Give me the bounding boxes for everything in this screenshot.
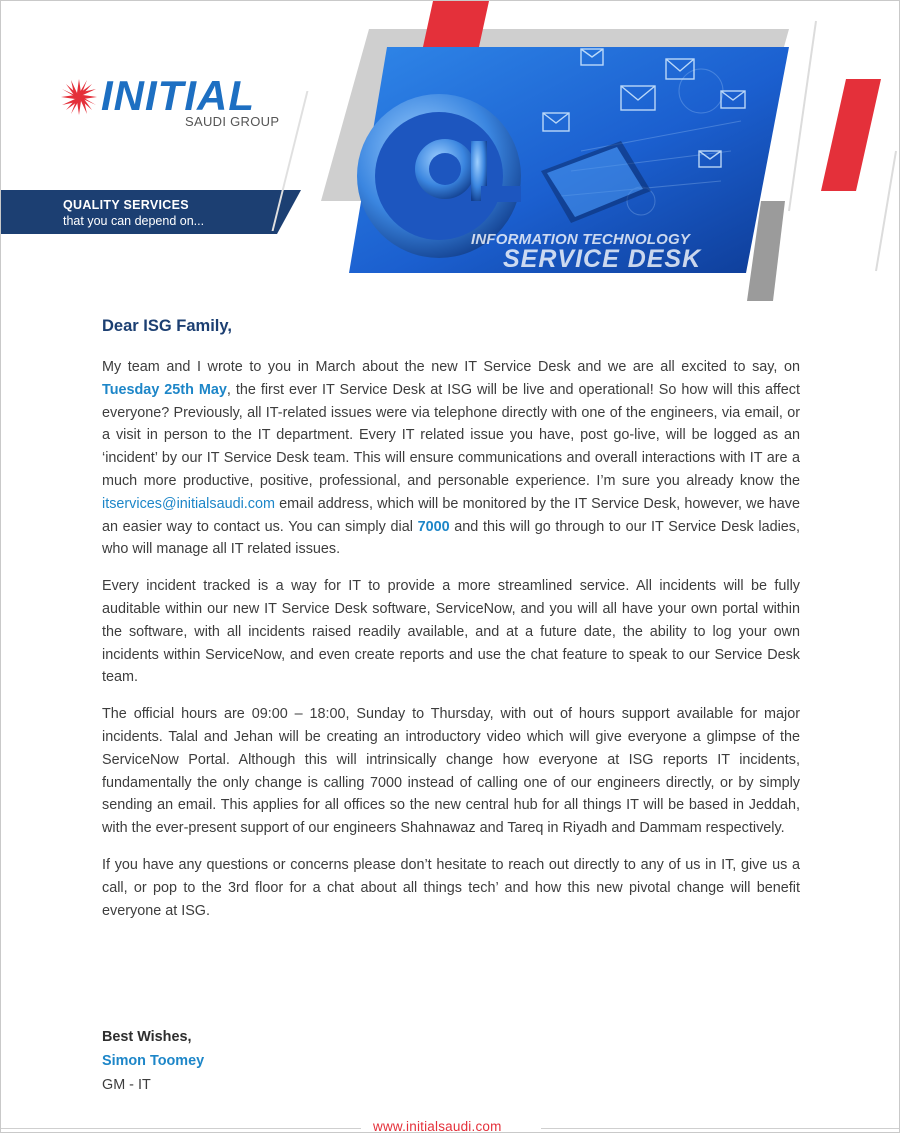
signer-role: GM - IT [102, 1077, 151, 1093]
decor-line-right [789, 21, 816, 211]
paragraph-2: Every incident tracked is a way for IT to provide a more streamlined service. All incidents will be fully auditable within our new IT Service Desk software, ServiceNow, and you will all have your own portal within the software, with all incidents raised readily available, and at a future date, the ability to log your own incidents within ServiceNow, and even create reports and use the chat feature to speak to our Service Desk team. [102, 578, 800, 686]
banner-title-line1: INFORMATION TECHNOLOGY [471, 231, 691, 248]
dial-number: 7000 [417, 518, 450, 535]
signer-name: Simon Toomey [102, 1053, 205, 1069]
letter-body [102, 317, 800, 936]
p1-text-c: email address, which will be monitored by the IT Service Desk, however, we have an easier way to contact us. You can simply dial [102, 495, 800, 535]
paragraph-1 [102, 356, 800, 561]
decor-line-far-right [876, 151, 896, 271]
p1-text-b: , the first ever IT Service Desk at ISG will be live and operational! So how will this affect everyone? Previously, all IT-related issues were via telephone directly with one of the engineers, via email, or a visit in person to the IT department. Every IT related issue you have, post go-live, will be logged as an ‘incident’ by our IT Service Desk team. This will ensure communications and overall interactions with IT are a much more productive, positive, professional, and personable experience. I’m sure you already know the [102, 381, 800, 489]
closing: Best Wishes, [102, 1029, 192, 1045]
footer-divider-right [541, 1128, 900, 1129]
banner-title-line2: SERVICE DESK [503, 245, 702, 273]
starburst-icon [61, 79, 97, 115]
p1-text-d: and this will go through to our IT Service Desk ladies, who will manage all IT related issues. [102, 518, 800, 558]
paragraph-3: The official hours are 09:00 – 18:00, Sunday to Thursday, with out of hours support available for major incidents. Talal and Jehan will be creating an introductory video which will give everyone a glimpse of the ServiceNow Portal. Although this will intrinsically change how everyone at ISG reports IT incidents, fundamentally the only change is calling 7000 instead of calling one of our engineers directly, or by simply sending an email. This applies for all offices so the new central hub for all things IT will be based in Jeddah, with the ever-present support of our engineers Shahnawaz and Tareq in Riyadh and Dammam respectively. [102, 706, 800, 837]
tagline-heading: QUALITY SERVICES [63, 198, 189, 212]
tagline-subtext: that you can depend on... [63, 214, 205, 228]
red-accent-bar [821, 79, 881, 191]
greeting: Dear ISG Family, [102, 317, 232, 335]
paragraph-4: If you have any questions or concerns please don’t hesitate to reach out directly to any of us in IT, give us a call, or pop to the 3rd floor for a chat about all things tech’ and how this new pivotal change will benefit everyone at ISG. [102, 856, 800, 919]
logo-wordmark: INITIAL [101, 72, 255, 119]
support-email-link[interactable]: itservices@initialsaudi.com [102, 495, 275, 512]
go-live-date: Tuesday 25th May [102, 381, 227, 398]
logo-subtitle: SAUDI GROUP [185, 114, 280, 129]
company-logo [61, 73, 291, 133]
p1-text-a: My team and I wrote to you in March about the new IT Service Desk and we are all excited to say, on [102, 359, 800, 375]
signature-block [102, 1025, 204, 1097]
footer-website-link[interactable]: www.initialsaudi.com [373, 1119, 502, 1133]
footer-divider-left [1, 1128, 361, 1129]
